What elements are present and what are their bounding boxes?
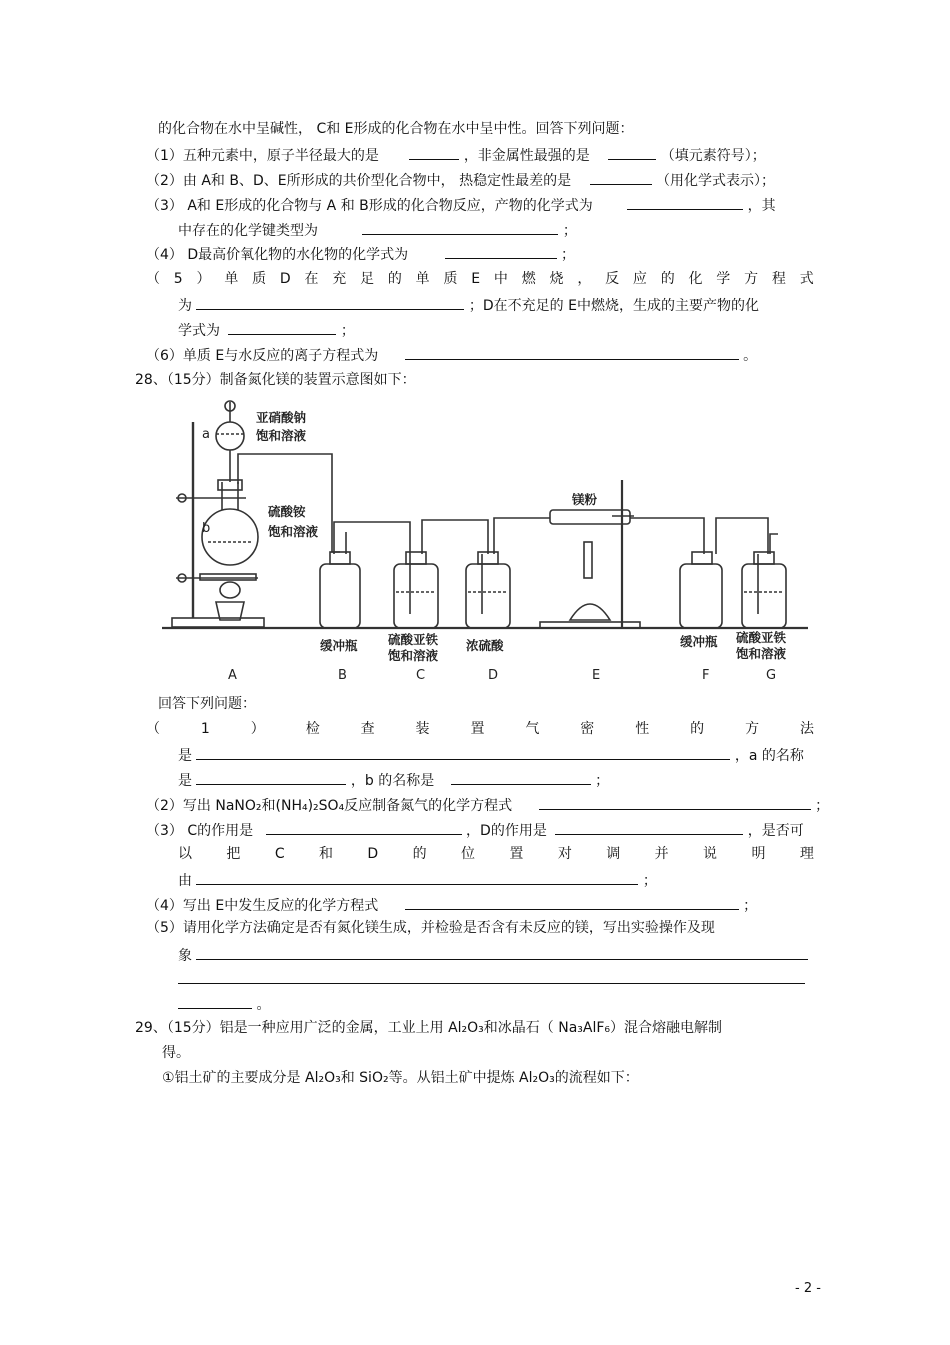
q28-part3-char: 理: [799, 846, 814, 862]
q27-part3-text-d: ；: [562, 223, 577, 239]
q28-part3-char: 调: [606, 846, 621, 862]
q27-part5-char: 5: [173, 271, 183, 287]
q27-part5-char: D: [279, 271, 291, 287]
q28-part3-blank-b[interactable]: [555, 819, 743, 835]
q28-part1-blank-c[interactable]: [451, 769, 591, 785]
q28-part1-char: 密: [580, 721, 595, 737]
q28-part1-char: 的: [690, 721, 705, 737]
q28-part3-line1: [146, 819, 804, 841]
q29-line3: ①铝土矿的主要成分是 Al₂O₃和 SiO₂等。从铝土矿中提炼 Al₂O₃的流程如下：: [162, 1070, 639, 1086]
q28-part1-char: 气: [525, 721, 540, 737]
label-ammonium-sulfate-2: 饱和溶液: [268, 524, 319, 539]
q28-part3-blank-a[interactable]: [266, 819, 462, 835]
q27-part5-char: 单: [224, 271, 239, 287]
q28-part1-text-c: ，a 的名称: [734, 748, 804, 764]
q27-part5-line2: [178, 294, 759, 316]
q28-part4-blank[interactable]: [405, 894, 739, 910]
q27-part5-char: 质: [443, 271, 458, 287]
q27-part5-text-b: 为: [178, 298, 192, 314]
q27-part5-char: 学: [716, 271, 731, 287]
q27-part5-char: 单: [415, 271, 430, 287]
q28-prompt: 回答下列问题：: [158, 696, 256, 712]
q28-part2-text-b: ；: [815, 798, 830, 814]
label-conc-sulfuric-D: 浓硫酸: [466, 638, 504, 653]
q28-part3-text-d: 由: [178, 873, 192, 889]
q27-part5-blank-b[interactable]: [228, 319, 336, 335]
q28-part3-char: 明: [751, 846, 766, 862]
apparatus-letter-D: D: [488, 668, 499, 683]
q28-part1-char: 检: [305, 721, 320, 737]
q27-part6-blank[interactable]: [405, 344, 739, 360]
label-ammonium-sulfate: 硫酸铵: [268, 504, 306, 519]
q28-part2-blank[interactable]: [539, 794, 811, 810]
label-ferrous-sulfate-C: 硫酸亚铁: [388, 632, 439, 647]
q28-part5-text-b: 象: [178, 948, 192, 964]
q28-part4-text-b: ；: [743, 898, 758, 914]
q27-part5-char: 质: [252, 271, 267, 287]
q27-part5-char: 程: [771, 271, 786, 287]
q27-part1-text-a: （1）五种元素中，原子半径最大的是: [146, 148, 379, 164]
q27-part5-line1: [146, 269, 814, 289]
q29-line2: 得。: [162, 1045, 190, 1061]
q27-part5-char: 烧: [549, 271, 564, 287]
label-buffer-bottle-B: 缓冲瓶: [320, 638, 358, 653]
q29-line1: 29、（15分）铝是一种应用广泛的金属，工业上用 Al₂O₃和冰晶石（ Na₃AlF₆）混合熔融电解制: [135, 1020, 723, 1036]
q28-part3-blank-c[interactable]: [196, 869, 638, 885]
q27-part5-char: 充: [332, 271, 347, 287]
q27-part5-char: （: [146, 271, 160, 287]
q28-part3-char: C: [274, 846, 285, 862]
q27-part1-text-c: （填元素符号）；: [660, 148, 766, 164]
q27-part3-line1: [146, 194, 776, 216]
q27-part5-text-e: ；: [340, 323, 355, 339]
q27-part5-line3: [178, 319, 355, 341]
q28-part5-line3: [178, 968, 805, 990]
label-magnesium-powder: 镁粉: [572, 492, 598, 507]
q28-part1-char: ）: [250, 721, 265, 737]
apparatus-letter-C: C: [416, 668, 426, 683]
q27-part1-blank-b[interactable]: [608, 144, 656, 160]
q28-part1-char: 方: [745, 721, 760, 737]
q28-part1-char: 法: [799, 721, 814, 737]
q28-part3-char: 把: [226, 846, 241, 862]
q28-part1-line1: [146, 719, 814, 739]
q28-part3-char: 和: [319, 846, 333, 862]
q28-part1-char: 性: [635, 721, 650, 737]
label-ferrous-sulfate-C-2: 饱和溶液: [388, 648, 439, 663]
q27-part3-text-b: ，其: [747, 198, 776, 214]
q27-part5-blank-a[interactable]: [196, 294, 464, 310]
label-sodium-nitrite: 亚硝酸钠: [256, 410, 307, 425]
q27-part3-line2: [178, 219, 577, 241]
q27-part5-char: 式: [799, 271, 814, 287]
q28-part3-char: 位: [461, 846, 475, 862]
q28-part5-blank-a[interactable]: [196, 944, 808, 960]
q28-part1-text-d: 是: [178, 773, 192, 789]
q28-part3-text-e: ；: [642, 873, 657, 889]
q27-part6-text-a: （6）单质 E与水反应的离子方程式为: [146, 348, 379, 364]
apparatus-letter-F: F: [702, 668, 710, 683]
q27-part5-char: 化: [688, 271, 703, 287]
q27-part2: [146, 169, 775, 191]
q27-part5-char: 在: [304, 271, 319, 287]
q27-part5-char: 的: [660, 271, 675, 287]
q28-part5-blank-c[interactable]: [178, 993, 252, 1009]
q28-part3-char: 说: [703, 846, 718, 862]
q28-part1-char: 装: [415, 721, 430, 737]
q27-intro: 的化合物在水中呈碱性， C和 E形成的化合物在水中呈中性。回答下列问题：: [158, 121, 634, 137]
q28-part4-text-a: （4）写出 E中发生反应的化学方程式: [146, 898, 379, 914]
q27-part5-char: E: [471, 271, 481, 287]
q28-part1-text-e: ，b 的名称是: [350, 773, 435, 789]
q27-part4-text-a: （4） D最高价氧化物的水化物的化学式为: [146, 247, 409, 263]
q28-part1-text-f: ；: [595, 773, 610, 789]
q27-part5-char: 足: [360, 271, 375, 287]
q28-part5-text-c: 。: [256, 997, 271, 1013]
q28-part1-char: 1: [200, 721, 210, 737]
q28-part5-text-a: （5）请用化学方法确定是否有氮化镁生成，并检验是否含有未反应的镁，写出实验操作及现: [146, 920, 715, 936]
q27-part5-char: ）: [196, 271, 211, 287]
q27-part4-text-b: ；: [561, 247, 576, 263]
q27-part5-char: 方: [744, 271, 759, 287]
q28-part4: [146, 894, 757, 916]
q28-part3-char: 以: [178, 846, 192, 862]
label-ferrous-sulfate-G-2: 饱和溶液: [736, 646, 787, 661]
q28-part1-text-b: 是: [178, 748, 192, 764]
label-sodium-nitrite-2: 饱和溶液: [256, 428, 307, 443]
q27-part6-text-b: 。: [743, 348, 758, 364]
q28-part1-blank-b[interactable]: [196, 769, 346, 785]
q27-part2-text-b: （用化学式表示）；: [655, 173, 775, 189]
q28-part2: [146, 794, 829, 816]
q28-part1-char: （: [146, 721, 160, 737]
q28-part5-blank-b[interactable]: [178, 968, 805, 984]
q27-part1: [146, 144, 766, 166]
q27-part4-blank[interactable]: [445, 243, 557, 259]
q28-part5-line2: [178, 944, 808, 966]
q27-part3-text-c: 中存在的化学键类型为: [178, 223, 318, 239]
q27-part2-blank[interactable]: [590, 169, 652, 185]
q28-part1-line3: [178, 769, 609, 791]
q27-part5-char: 中: [493, 271, 508, 287]
q28-title: 28、（15分）制备氮化镁的装置示意图如下：: [135, 372, 416, 388]
q28-part3-text-c: ，是否可: [747, 823, 804, 839]
q27-part1-blank-a[interactable]: [409, 144, 459, 160]
q27-part5-char: ，: [577, 271, 592, 287]
q27-part3-text-a: （3） A和 E形成的化合物与 A 和 B形成的化合物反应，产物的化学式为: [146, 198, 593, 214]
q28-part3-char: 并: [654, 846, 669, 862]
q28-part3-text-b: ，D的作用是: [466, 823, 547, 839]
q27-part4: [146, 243, 575, 265]
apparatus-letter-G: G: [766, 668, 777, 683]
apparatus-letter-B: B: [338, 668, 347, 683]
q28-part2-text-a: （2）写出 NaNO₂和(NH₄)₂SO₄反应制备氮气的化学方程式: [146, 798, 513, 814]
q28-part3-line3: [178, 869, 657, 891]
apparatus-letter-E: E: [592, 668, 601, 683]
q28-part3-char: 的: [412, 846, 427, 862]
q27-part6: [146, 344, 757, 366]
q27-part3-blank-a[interactable]: [627, 194, 743, 210]
q28-part5-line4: [178, 993, 270, 1015]
q28-part3-char: 对: [557, 846, 572, 862]
q27-part5-text-d: 学式为: [178, 323, 220, 339]
marker-b: b: [202, 521, 211, 536]
q27-part2-text-a: （2）由 A和 B、D、E所形成的共价型化合物中， 热稳定性最差的是: [146, 173, 572, 189]
q28-part1-char: 查: [360, 721, 375, 737]
q27-part3-blank-b[interactable]: [362, 219, 558, 235]
q27-part5-char: 反: [605, 271, 620, 287]
q28-part3-text-a: （3） C的作用是: [146, 823, 254, 839]
q27-part5-char: 应: [632, 271, 647, 287]
q28-part1-blank-a[interactable]: [196, 744, 730, 760]
q27-part1-text-b: ，非金属性最强的是: [463, 148, 590, 164]
apparatus-diagram: [160, 392, 820, 692]
apparatus-letter-A: A: [228, 668, 237, 683]
q28-part3-char: D: [367, 846, 379, 862]
q28-part3-line2: [178, 844, 814, 864]
q27-part5-char: 燃: [521, 271, 536, 287]
q27-part5-text-c: ；D在不充足的 E中燃烧，生成的主要产物的化: [468, 298, 759, 314]
q28-part3-char: 置: [509, 846, 524, 862]
q28-part1-line2: [178, 744, 804, 766]
marker-a: a: [202, 427, 210, 442]
label-ferrous-sulfate-G: 硫酸亚铁: [736, 630, 787, 645]
page-number: - 2 -: [795, 1281, 821, 1296]
q28-part1-char: 置: [470, 721, 485, 737]
q27-part5-char: 的: [387, 271, 402, 287]
label-buffer-bottle-F: 缓冲瓶: [680, 634, 718, 649]
